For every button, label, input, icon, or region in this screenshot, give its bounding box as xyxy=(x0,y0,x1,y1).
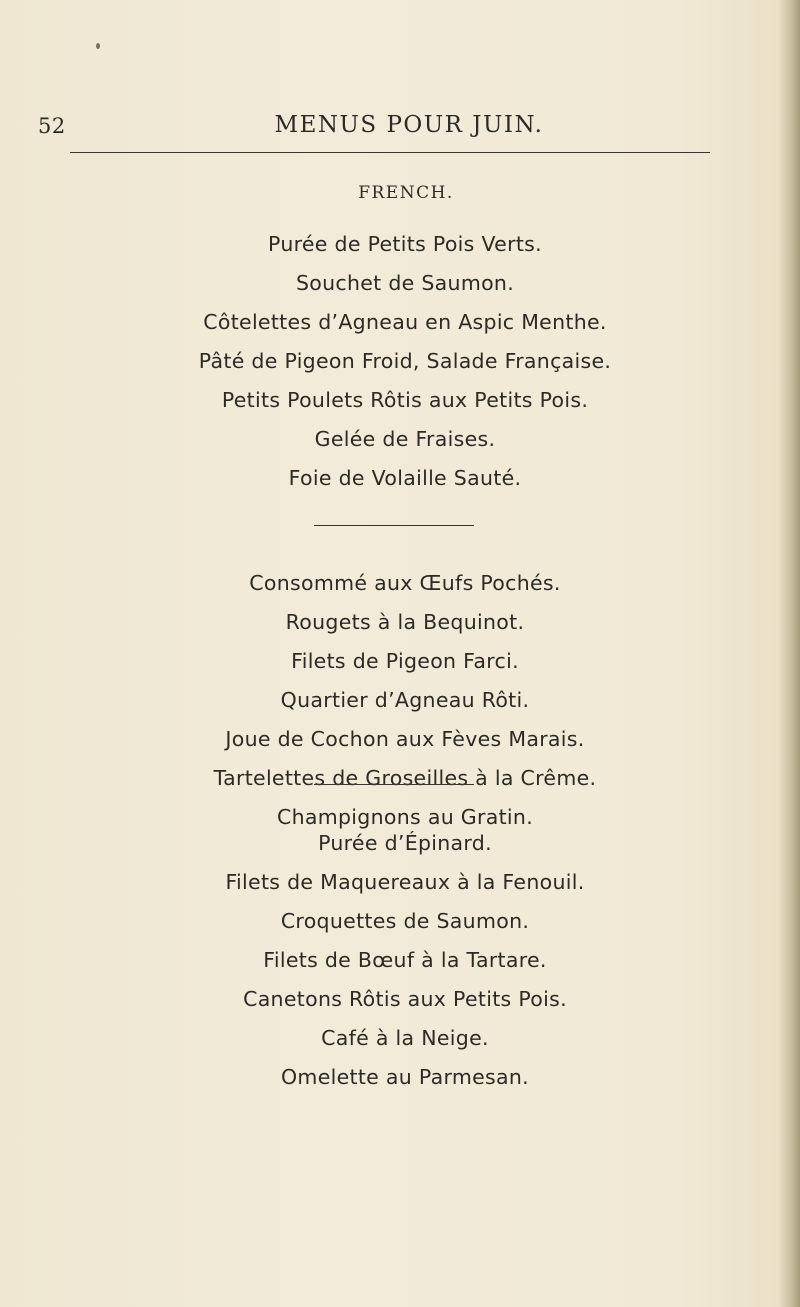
page-number: 52 xyxy=(38,114,66,138)
menu-item: Champignons au Gratin. xyxy=(276,805,534,829)
menu-list-1 xyxy=(0,225,800,498)
menu-item: Souchet de Saumon. xyxy=(295,271,515,295)
menu-item: Foie de Volaille Sauté. xyxy=(288,466,522,490)
menu-divider xyxy=(314,784,474,785)
menu-item: Quartier d’Agneau Rôti. xyxy=(280,688,530,712)
page-header xyxy=(0,108,800,142)
ink-speck xyxy=(96,43,100,49)
menu-item: Pâté de Pigeon Froid, Salade Française. xyxy=(198,349,612,373)
menu-divider xyxy=(314,525,474,526)
running-title: MENUS POUR JUIN. xyxy=(274,112,544,138)
header-rule xyxy=(70,152,710,153)
menu-item: Omelette au Parmesan. xyxy=(280,1065,529,1089)
menu-item: Purée d’Épinard. xyxy=(318,831,492,855)
menu-item: Croquettes de Saumon. xyxy=(280,909,530,933)
menu-item: Café à la Neige. xyxy=(321,1026,489,1050)
menu-list-3 xyxy=(0,824,800,1097)
menu-item: Rougets à la Bequinot. xyxy=(285,610,525,634)
menu-item: Purée de Petits Pois Verts. xyxy=(268,232,542,256)
menu-item: Filets de Pigeon Farci. xyxy=(291,649,519,673)
menu-item: Tartelettes de Groseilles à la Crême. xyxy=(213,766,597,790)
menu-item: Filets de Maquereaux à la Fenouil. xyxy=(225,870,585,894)
menu-item: Canetons Rôtis aux Petits Pois. xyxy=(243,987,567,1011)
menu-item: Joue de Cochon aux Fèves Marais. xyxy=(225,727,585,751)
menu-item: Filets de Bœuf à la Tartare. xyxy=(263,948,547,972)
section-title: FRENCH. xyxy=(358,183,454,203)
menu-item: Gelée de Fraises. xyxy=(314,427,496,451)
menu-item: Consommé aux Œufs Pochés. xyxy=(249,571,561,595)
menu-item: Côtelettes d’Agneau en Aspic Menthe. xyxy=(203,310,607,334)
menu-list-2 xyxy=(0,564,800,837)
menu-item: Petits Poulets Rôtis aux Petits Pois. xyxy=(221,388,589,412)
